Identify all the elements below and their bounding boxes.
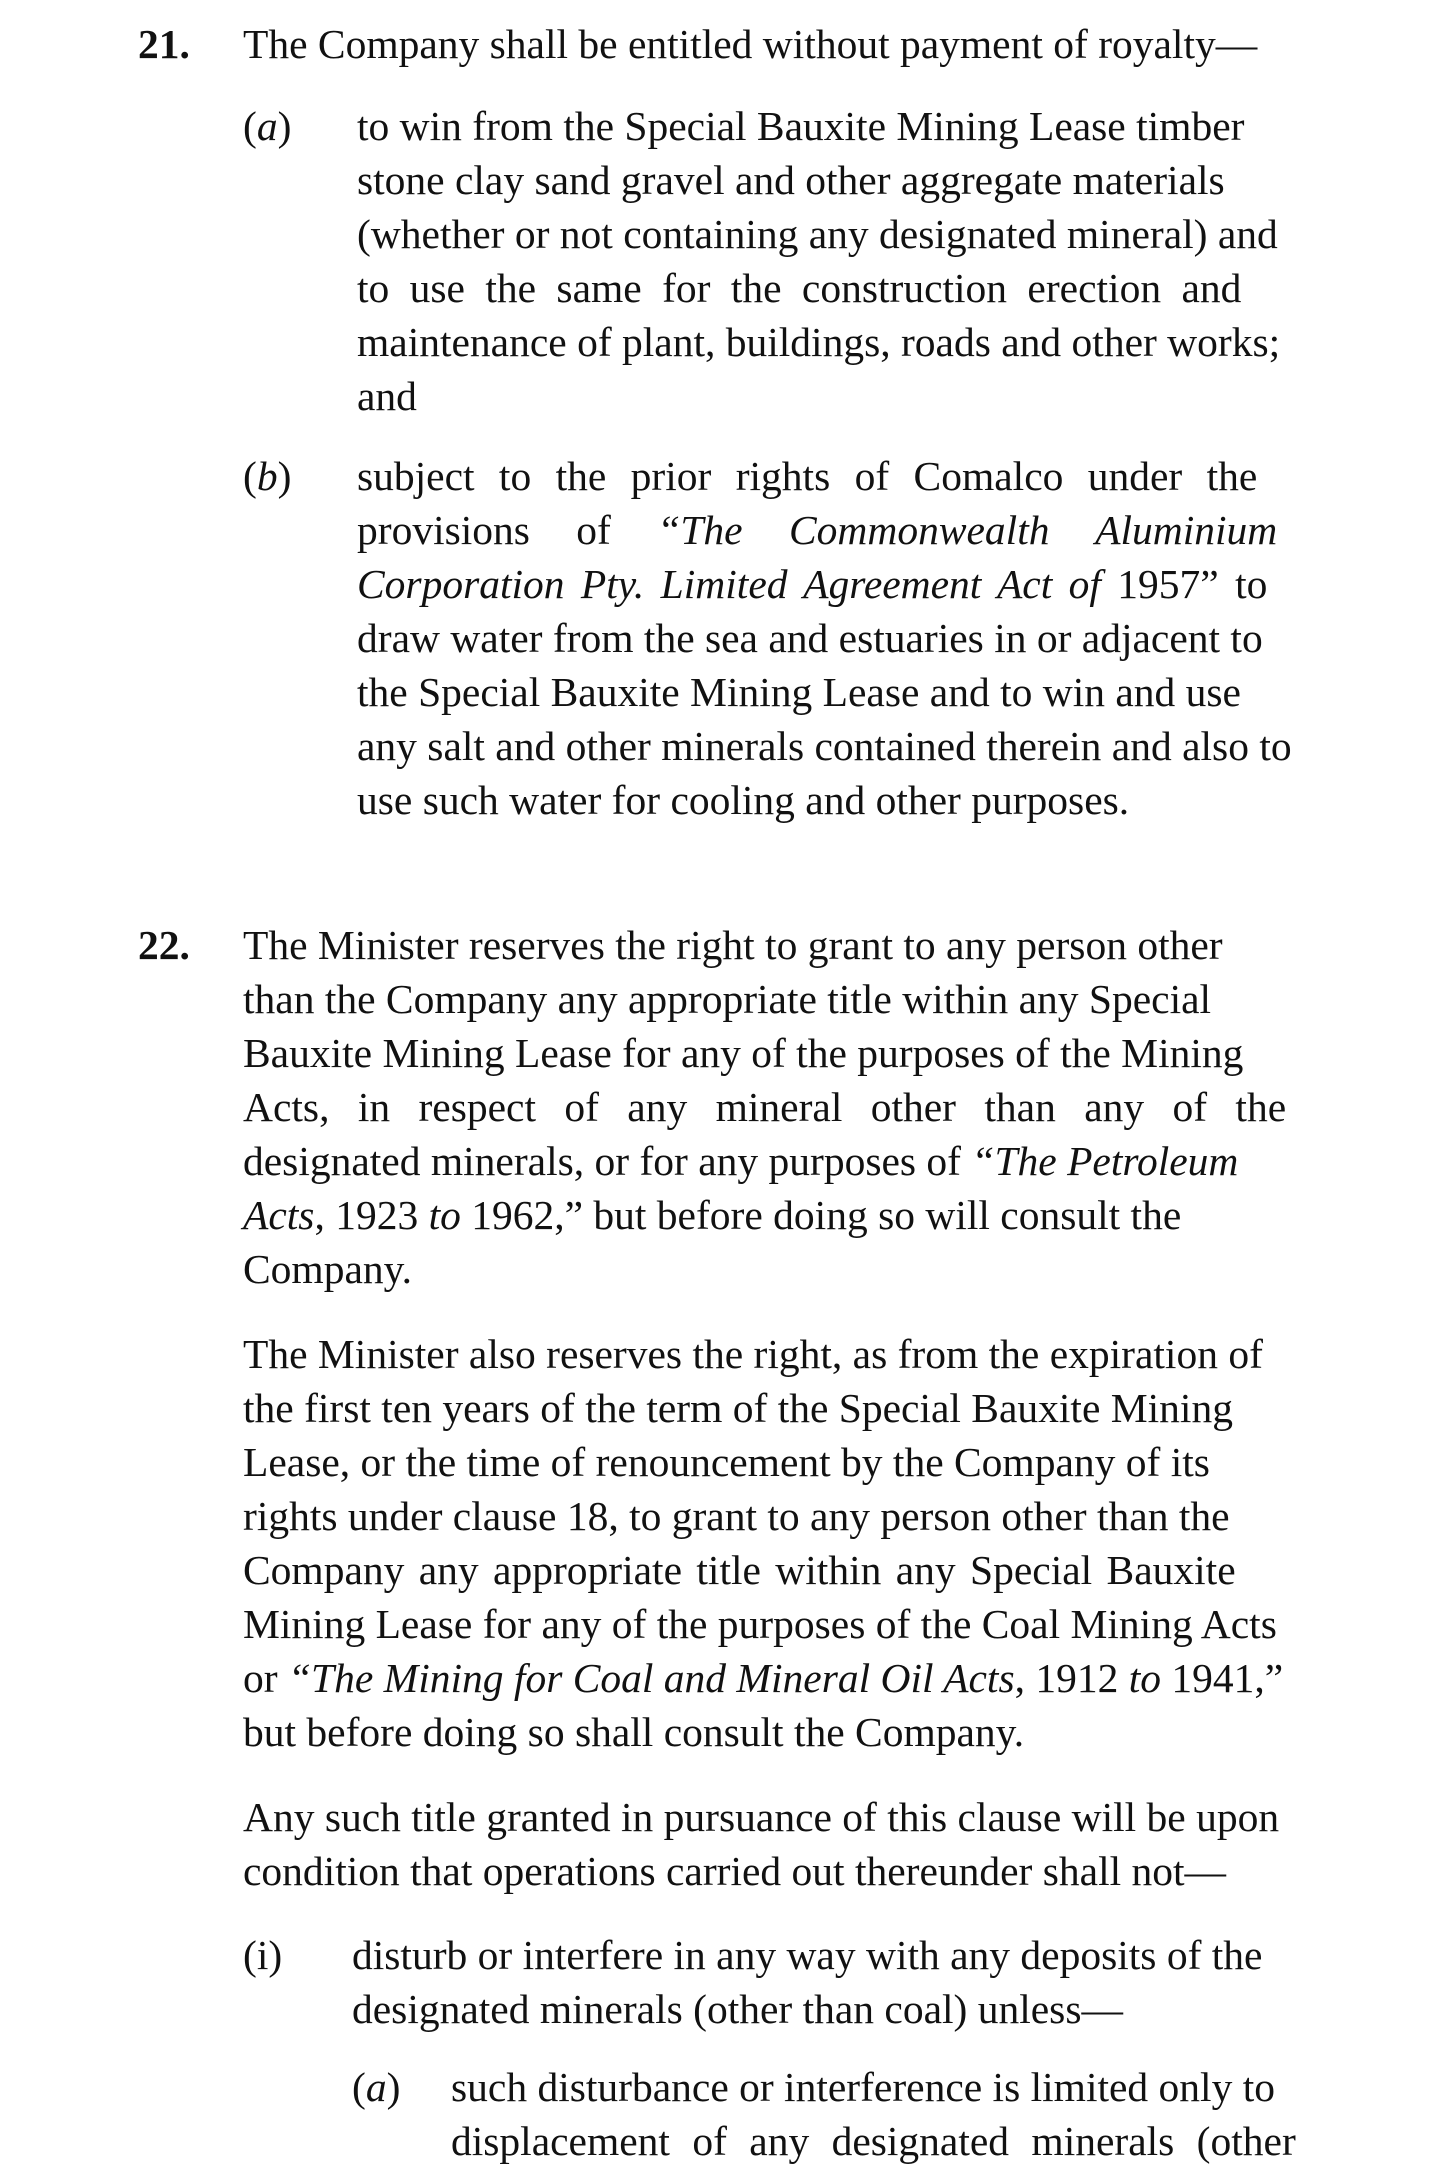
clause-22-p2-line-8: but before doing so shall consult the Company. — [243, 1709, 1025, 1755]
clause-22-p2-line-2: the first ten years of the term of the Special Bauxite Mining — [243, 1385, 1233, 1431]
clause-22-i-line-1: disturb or interfere in any way with any deposits of the — [352, 1932, 1263, 1978]
clause-21-b-line-6: any salt and other minerals contained therein and also to — [357, 723, 1292, 769]
clause-21-a-line-1: to win from the Special Bauxite Mining Lease timber — [357, 103, 1245, 149]
clause-22-p3-line-1: Any such title granted in pursuance of this clause will be upon — [243, 1794, 1280, 1840]
clause-21-b-line-5: the Special Bauxite Mining Lease and to win and use — [357, 669, 1241, 715]
clause-21-a-label: (a) — [243, 103, 292, 149]
clause-21-intro: The Company shall be entitled without payment of royalty— — [243, 21, 1258, 67]
clause-21-number: 21. — [138, 21, 190, 67]
clause-21-b-line-3: Corporation Pty. Limited Agreement Act of 1957” to — [357, 561, 1268, 607]
clause-22-p1-line-1: The Minister reserves the right to grant to any person other — [243, 922, 1223, 968]
clause-22-i-a-line-1: such disturbance or interference is limited only to — [451, 2064, 1275, 2110]
clause-22-p2-line-6: Mining Lease for any of the purposes of the Coal Mining Acts — [243, 1601, 1277, 1647]
clause-22-p1-line-3: Bauxite Mining Lease for any of the purposes of the Mining — [243, 1030, 1244, 1076]
clause-22-p2-line-5: Company any appropriate title within any Special Bauxite — [243, 1547, 1236, 1593]
clause-21-b-line-2: provisions of “The Commonwealth Aluminium — [357, 507, 1278, 553]
clause-22-p2-line-7: or “The Mining for Coal and Mineral Oil Acts, 1912 to 1941,” — [243, 1655, 1284, 1701]
clause-21-a-line-3: (whether or not containing any designated mineral) and — [357, 211, 1278, 257]
clause-21-b-label: (b) — [243, 453, 292, 499]
clause-22-p2-line-4: rights under clause 18, to grant to any person other than the — [243, 1493, 1230, 1539]
clause-21-b-line-4: draw water from the sea and estuaries in or adjacent to — [357, 615, 1263, 661]
clause-22-i-a-label: (a) — [352, 2064, 401, 2110]
clause-22-p1-line-2: than the Company any appropriate title within any Special — [243, 976, 1212, 1022]
clause-21-b-line-7: use such water for cooling and other purposes. — [357, 777, 1130, 823]
clause-21-a-line-5: maintenance of plant, buildings, roads and other works; — [357, 319, 1281, 365]
clause-22-number: 22. — [138, 922, 190, 968]
clause-21-a-line-2: stone clay sand gravel and other aggregate materials — [357, 157, 1225, 203]
clause-22-i-label: (i) — [243, 1932, 283, 1978]
clause-22-p2-line-3: Lease, or the time of renouncement by the Company of its — [243, 1439, 1210, 1485]
clause-22-i-line-2: designated minerals (other than coal) unless— — [352, 1986, 1123, 2032]
clause-21-a-line-6: and — [357, 373, 417, 419]
clause-21-a-line-4: to use the same for the construction erection and — [357, 265, 1242, 311]
clause-22-p3-line-2: condition that operations carried out thereunder shall not— — [243, 1848, 1227, 1894]
clause-22-p1-line-4: Acts, in respect of any mineral other than any of the — [243, 1084, 1287, 1130]
clause-22-p1-line-6: Acts, 1923 to 1962,” but before doing so will consult the — [243, 1192, 1182, 1238]
clause-21-b-line-1: subject to the prior rights of Comalco under the — [357, 453, 1258, 499]
clause-22-i-a-line-2: displacement of any designated minerals (other — [451, 2118, 1296, 2164]
clause-22-p1-line-7: Company. — [243, 1246, 413, 1292]
clause-22-p2-line-1: The Minister also reserves the right, as from the expiration of — [243, 1331, 1263, 1377]
clause-22-p1-line-5: designated minerals, or for any purposes of “The Petroleum — [243, 1138, 1239, 1184]
